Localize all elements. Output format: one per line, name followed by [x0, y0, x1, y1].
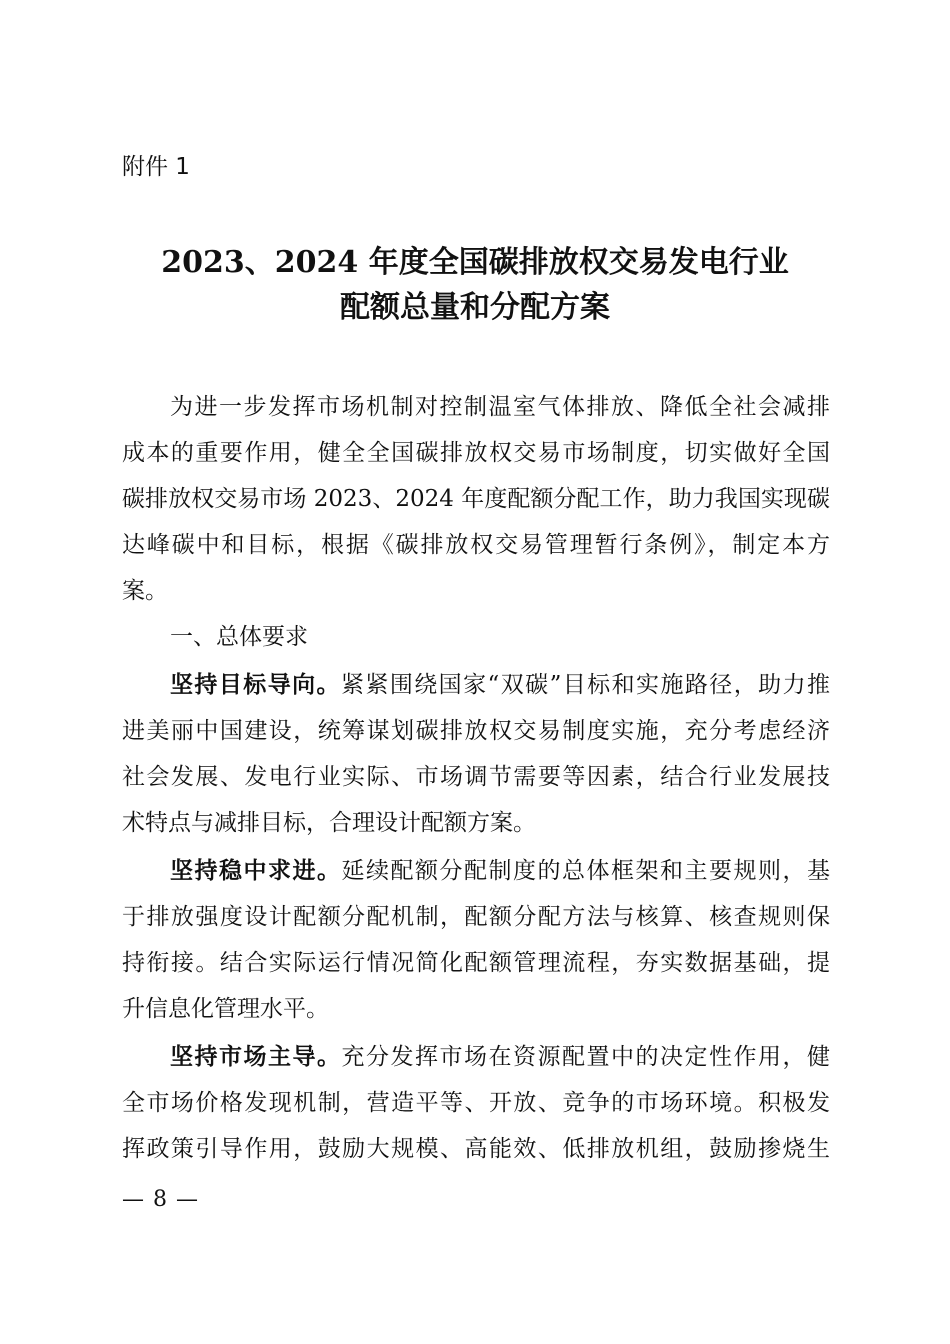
intro-line-1: 为进一步发挥市场机制对控制温室气体排放、降低全社会减排	[170, 394, 830, 420]
page-number: — 8 —	[122, 1187, 199, 1212]
paragraph-3-line-1	[170, 1040, 830, 1074]
paragraph-3-line-2: 全市场价格发现机制，营造平等、开放、竞争的市场环境。积极发	[122, 1090, 830, 1116]
paragraph-1-lead: 坚持目标导向。	[170, 672, 341, 698]
paragraph-1-line-4: 术特点与减排目标，合理设计配额方案。	[122, 810, 536, 836]
paragraph-2-line-1	[170, 854, 830, 888]
paragraph-1-line-2: 进美丽中国建设，统筹谋划碳排放权交易制度实施，充分考虑经济	[122, 718, 830, 744]
intro-line-2: 成本的重要作用，健全全国碳排放权交易市场制度，切实做好全国	[122, 440, 830, 466]
paragraph-3-lead: 坚持市场主导。	[170, 1044, 342, 1070]
paragraph-1-line-1-text: 紧紧围绕国家“双碳”目标和实施路径，助力推	[340, 672, 830, 698]
intro-line-3: 碳排放权交易市场 2023、2024 年度配额分配工作，助力我国实现碳	[122, 486, 830, 512]
attachment-label: 附件 1	[122, 154, 190, 180]
section-heading: 一、总体要求	[170, 624, 308, 650]
paragraph-2-lead: 坚持稳中求进。	[170, 858, 342, 884]
intro-line-4: 达峰碳中和目标，根据《碳排放权交易管理暂行条例》，制定本方	[122, 532, 830, 558]
paragraph-1-line-3: 社会发展、发电行业实际、市场调节需要等因素，结合行业发展技	[122, 764, 830, 790]
paragraph-2-line-4: 升信息化管理水平。	[122, 996, 329, 1022]
paragraph-2-line-1-text: 延续配额分配制度的总体框架和主要规则，基	[341, 858, 830, 884]
paragraph-3-line-3: 挥政策引导作用，鼓励大规模、高能效、低排放机组，鼓励掺烧生	[122, 1136, 830, 1162]
paragraph-1-line-1	[170, 668, 830, 702]
paragraph-3-line-1-text: 充分发挥市场在资源配置中的决定性作用，健	[341, 1044, 830, 1070]
document-title-line-2: 配额总量和分配方案	[340, 290, 610, 325]
paragraph-2-line-2: 于排放强度设计配额分配机制，配额分配方法与核算、核查规则保	[122, 904, 830, 930]
intro-line-5: 案。	[122, 578, 168, 604]
paragraph-2-line-3: 持衔接。结合实际运行情况简化配额管理流程，夯实数据基础，提	[122, 950, 830, 976]
document-title-line-1: 2023、2024 年度全国碳排放权交易发电行业	[161, 245, 789, 280]
